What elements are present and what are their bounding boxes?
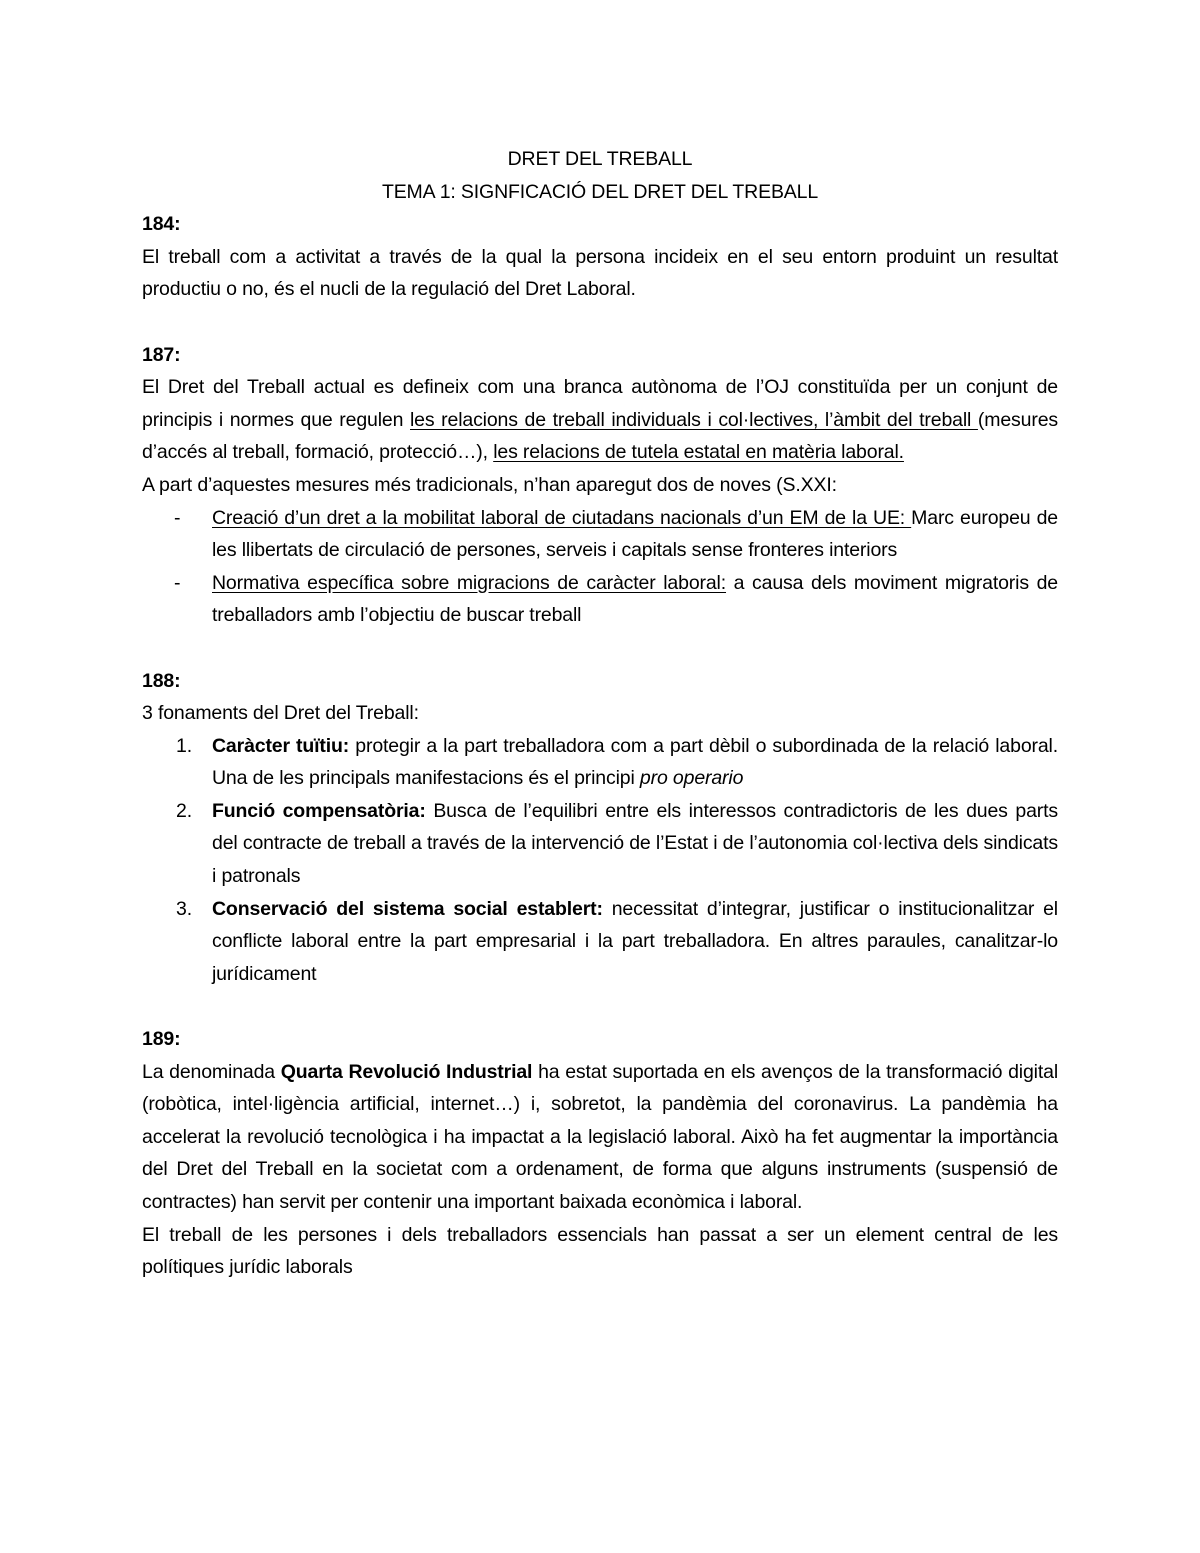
list-item <box>142 730 1058 795</box>
document-title: DRET DEL TREBALL <box>507 148 693 170</box>
text-run: La denominada <box>142 1060 281 1083</box>
section-label-187: 187: <box>142 343 181 366</box>
bold-lead: Funció compensatòria: <box>212 799 426 822</box>
text-run: El Dret del Treball actual es defineix com una branca autònoma de l’OJ constituïda per un conjunt de principis i normes que regulen <box>142 376 1058 431</box>
list-item-text: a causa dels moviment migratoris de treballadors amb l’objectiu de buscar treball <box>212 571 1058 627</box>
section-189-paragraph-1 <box>142 1056 1058 1219</box>
bold-lead: Conservació del sistema social establert: <box>212 897 603 920</box>
list-number-marker: 3. <box>176 897 192 920</box>
spacer <box>142 990 1058 1023</box>
list-item-text: Busca de l’equilibri entre els interessos contradictoris de les dues parts del contracte de treball a través de la intervenció de l’Estat i de l’autonomia col·lectiva dels sindicats i patronals <box>212 799 1058 888</box>
underlined-text: les relacions de tutela estatal en matèria laboral. <box>493 441 904 464</box>
section-187-paragraph-1 <box>142 371 1058 469</box>
underlined-text: les relacions de treball individuals i col·lectives, l’àmbit del treball <box>410 408 978 431</box>
list-dash-marker: - <box>174 571 181 594</box>
text-run: (mesures d’accés al treball, formació, protecció…), <box>142 408 1058 464</box>
section-187-paragraph-2: A part d’aquestes mesures més tradicionals, n’han aparegut dos de noves (S.XXI: <box>142 473 837 496</box>
spacer <box>142 632 1058 665</box>
underlined-lead: Normativa específica sobre migracions de caràcter laboral: <box>212 571 727 594</box>
list-number-marker: 1. <box>176 734 192 757</box>
text-run: ha estat suportada en els avenços de la transformació digital (robòtica, intel·ligència artificial, internet…) i, sobretot, la pandèmia del coronavirus. La pandèmia ha accelerat la revolució tecnològica i ha impactat a la legislació laboral. Això ha fet augmentar la importància del Dret del Treball en la societat com a ordenament, de forma que alguns instruments (suspensió de contractes) han servit per contenir una important baixada econòmica i laboral. <box>142 1060 1059 1213</box>
italic-text: pro operario <box>639 767 744 790</box>
section-label-189: 189: <box>142 1028 181 1051</box>
section-188-intro: 3 fonaments del Dret del Treball: <box>142 702 419 725</box>
list-item <box>142 893 1058 991</box>
document-subtitle: TEMA 1: SIGNFICACIÓ DEL DRET DEL TREBALL <box>381 180 819 203</box>
bold-text: Quarta Revolució Industrial <box>280 1060 533 1083</box>
section-189-paragraph-2: El treball de les persones i dels treballadors essencials han passat a ser un element central de les polítiques jurídic laborals <box>142 1223 1058 1279</box>
list-item-text: protegir a la part treballadora com a part dèbil o subordinada de la relació laboral. Una de les principals manifestacions és el principi <box>212 734 1058 790</box>
section-label-184: 184: <box>142 213 181 236</box>
list-item-text: necessitat d’integrar, justificar o institucionalitzar el conflicte laboral entre la part empresarial i la part treballadora. En altres paraules, canalitzar-lo jurídicament <box>212 897 1058 985</box>
dash-list <box>142 502 1058 632</box>
section-label-188: 188: <box>142 669 181 692</box>
document-body <box>142 143 1058 1284</box>
spacer <box>142 306 1058 339</box>
list-dash-marker: - <box>174 506 181 529</box>
list-item <box>142 795 1058 893</box>
list-item <box>142 502 1058 567</box>
list-number-marker: 2. <box>176 799 192 822</box>
list-item <box>142 567 1058 632</box>
numbered-list <box>142 730 1058 991</box>
list-item-text: Marc europeu de les llibertats de circulació de persones, serveis i capitals sense fronteres interiors <box>212 506 1058 562</box>
section-184-text: El treball com a activitat a través de la qual la persona incideix en el seu entorn produint un resultat productiu o no, és el nucli de la regulació del Dret Laboral. <box>142 245 1058 301</box>
underlined-lead: Creació d’un dret a la mobilitat laboral de ciutadans nacionals d’un EM de la UE: <box>212 506 912 529</box>
bold-lead: Caràcter tuïtiu: <box>212 734 350 757</box>
